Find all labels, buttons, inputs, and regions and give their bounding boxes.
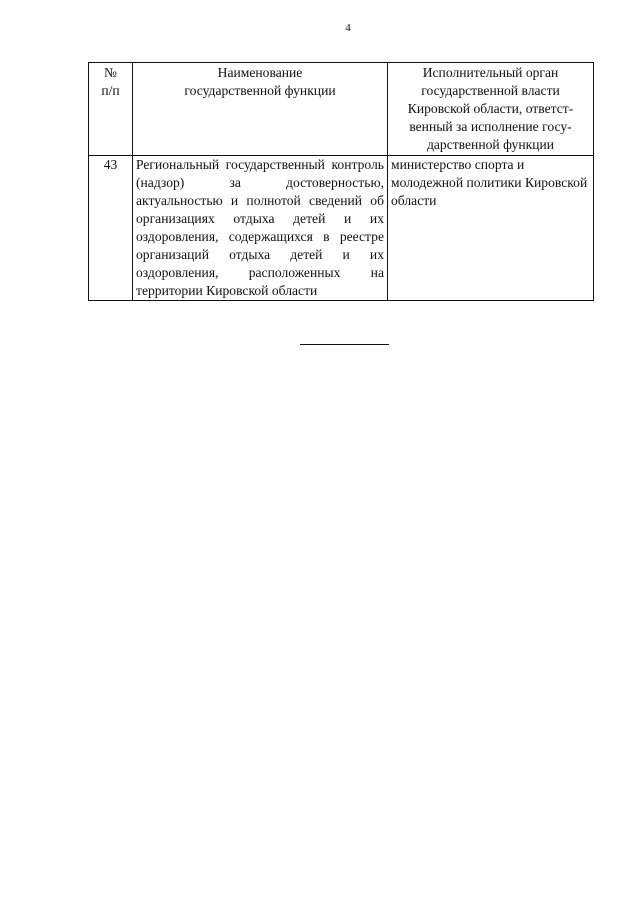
header-executive-body-line3: Кировской области, ответст- <box>407 101 574 116</box>
header-function-name-line1: Наименование <box>217 65 303 80</box>
row-function-name: Региональный государственный контроль (надзор) за достоверностью, актуальностью и полнотой сведений об организациях отдыха детей и их оздоровления, содержащихся в реестре организаций отдыха детей и их оздоровления, расположенных на территории Кировской области <box>133 156 388 301</box>
row-number: 43 <box>89 156 133 301</box>
header-executive-body-line2: государственной власти <box>421 83 560 98</box>
header-function-name-line2: государственной функции <box>184 83 336 98</box>
header-executive-body-line4: венный за исполнение госу- <box>409 119 572 134</box>
header-executive-body <box>388 63 594 156</box>
end-of-document-rule <box>300 344 389 345</box>
functions-table <box>88 62 594 301</box>
header-number <box>89 63 133 156</box>
page-number: 4 <box>345 22 351 34</box>
header-executive-body-line5: дарственной функции <box>426 137 555 152</box>
header-number-line2: п/п <box>101 83 120 98</box>
header-executive-body-line1: Исполнительный орган <box>422 65 559 80</box>
header-number-line1: № <box>104 65 117 80</box>
table-row <box>89 156 594 301</box>
table-header-row <box>89 63 594 156</box>
row-executive-body: министерство спорта и молодежной политики Кировской области <box>388 156 594 301</box>
header-function-name <box>133 63 388 156</box>
